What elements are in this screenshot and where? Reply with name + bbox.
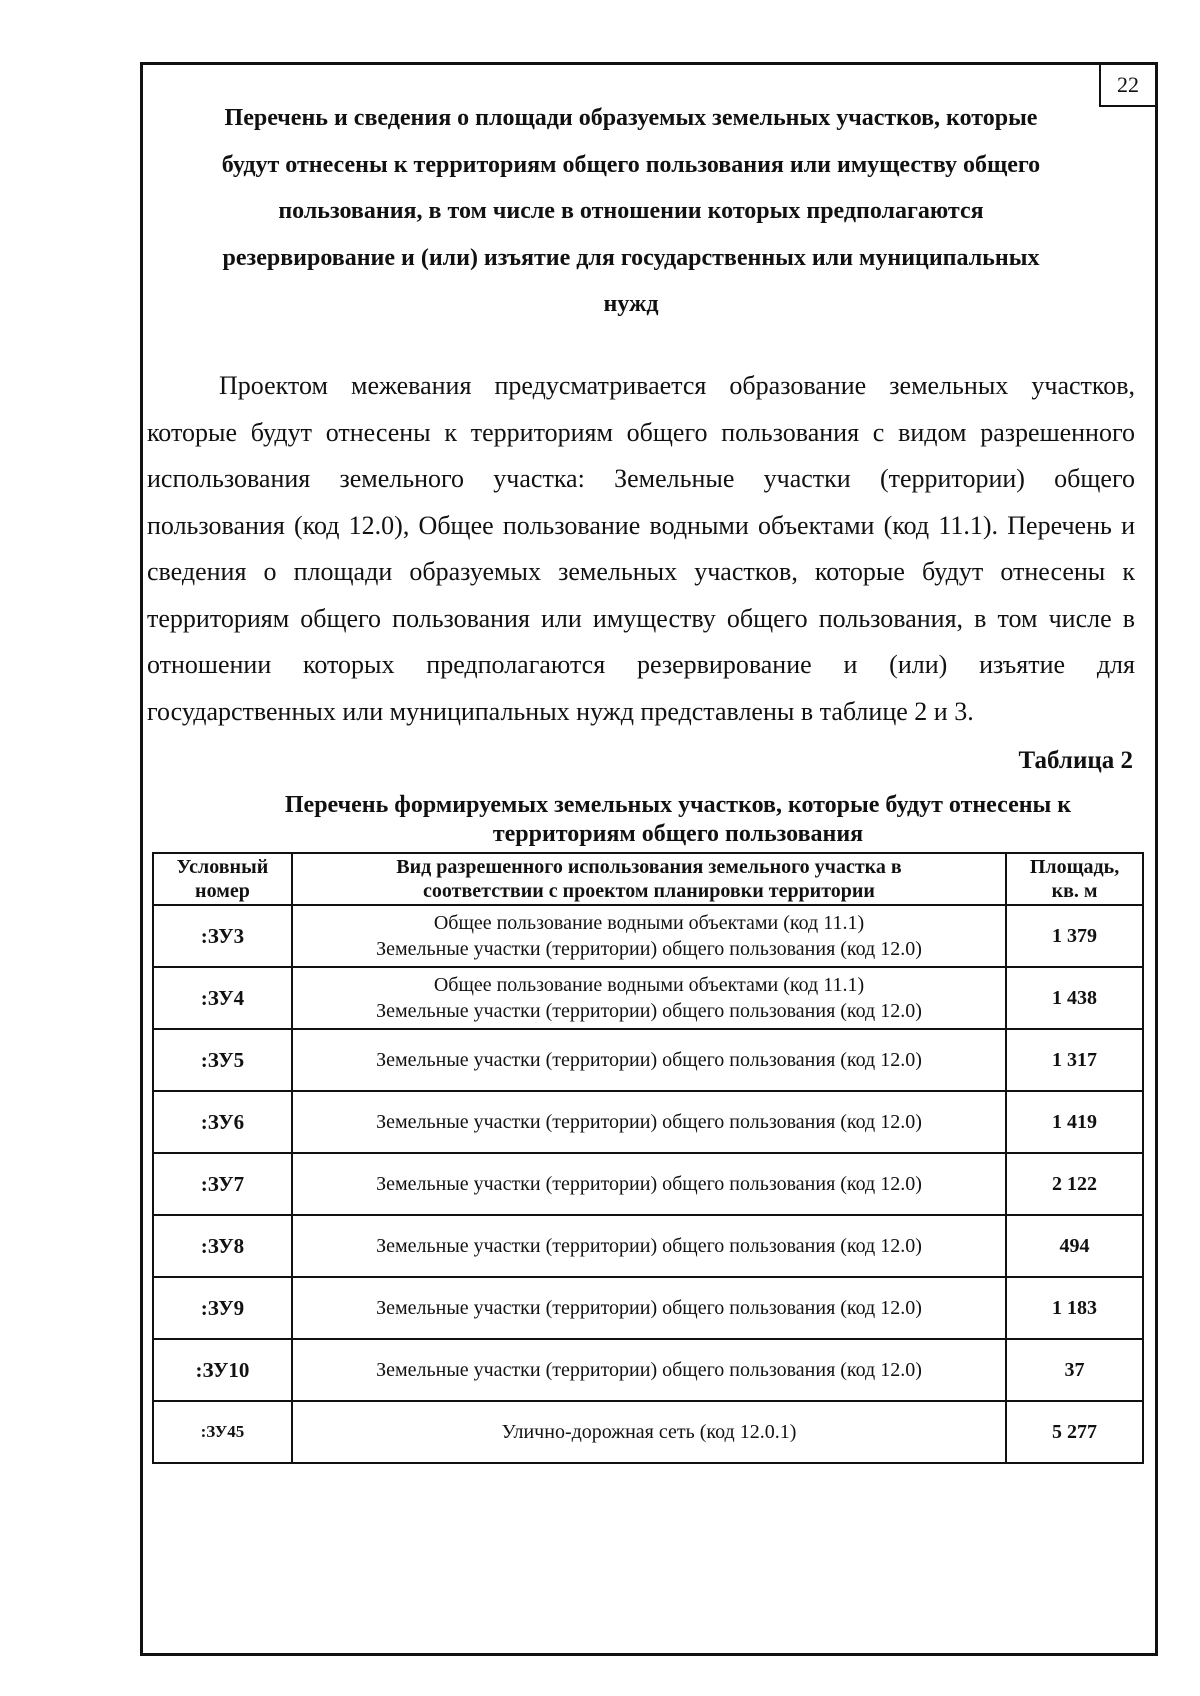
header-area: Площадь, кв. м <box>1006 853 1143 905</box>
plot-usage: Земельные участки (территории) общего пользования (код 12.0) <box>292 1215 1006 1277</box>
plot-area: 2 122 <box>1006 1153 1143 1215</box>
plot-usage: Общее пользование водными объектами (код 11.1) Земельные участки (территории) общего пользования (код 12.0) <box>292 967 1006 1029</box>
plot-code: :ЗУ9 <box>153 1277 292 1339</box>
plot-area: 37 <box>1006 1339 1143 1401</box>
plot-area: 1 379 <box>1006 905 1143 967</box>
plot-usage: Земельные участки (территории) общего пользования (код 12.0) <box>292 1029 1006 1091</box>
plot-code: :ЗУ5 <box>153 1029 292 1091</box>
plot-usage: Улично-дорожная сеть (код 12.0.1) <box>292 1401 1006 1463</box>
table-row <box>153 1153 1143 1215</box>
land-plots-table-wrapper <box>152 852 1144 1464</box>
table-row <box>153 905 1143 967</box>
table-row <box>153 1215 1143 1277</box>
table-row <box>153 1091 1143 1153</box>
plot-usage: Земельные участки (территории) общего пользования (код 12.0) <box>292 1091 1006 1153</box>
heading-line: Перечень и сведения о площади образуемых земельных участков, которые <box>224 105 1038 131</box>
section-heading <box>161 95 1101 328</box>
page-frame <box>140 62 1158 1656</box>
plot-area: 1 317 <box>1006 1029 1143 1091</box>
plot-area: 5 277 <box>1006 1401 1143 1463</box>
body-paragraph: Проектом межевания предусматривается образование земельных участков, которые будут отнесены к территориям общего пользования с видом разрешенного использования земельного участка: Земельные участки (территории) общего пользования (код 12.0), Общее пользование водными объектами (код 11.1). Перечень и сведения о площади образуемых земельных участков, которые будут отнесены к территориям общего пользования или имуществу общего пользования, в том числе в отношении которых предполагаются резервирование и (или) изъятие для государственных или муниципальных нужд представлены в таблице 2 и 3. <box>147 371 1135 726</box>
plot-code: :ЗУ4 <box>153 967 292 1029</box>
plot-code: :ЗУ6 <box>153 1091 292 1153</box>
plot-code: :ЗУ7 <box>153 1153 292 1215</box>
plot-area: 1 438 <box>1006 967 1143 1029</box>
plot-usage: Земельные участки (территории) общего пользования (код 12.0) <box>292 1153 1006 1215</box>
plot-area: 1 183 <box>1006 1277 1143 1339</box>
table-row <box>153 967 1143 1029</box>
plot-usage: Земельные участки (территории) общего пользования (код 12.0) <box>292 1277 1006 1339</box>
table-row <box>153 1339 1143 1401</box>
table-label: Таблица 2 <box>1018 747 1133 774</box>
header-usage: Вид разрешенного использования земельного участка в соответствии с проектом планировки территории <box>292 853 1006 905</box>
plot-code: :ЗУ3 <box>153 905 292 967</box>
table-title-line: территориям общего пользования <box>492 821 864 847</box>
heading-line: нужд <box>603 291 659 317</box>
plot-usage: Общее пользование водными объектами (код 11.1) Земельные участки (территории) общего пользования (код 12.0) <box>292 905 1006 967</box>
table-title <box>213 791 1143 849</box>
plot-code: :ЗУ45 <box>153 1401 292 1463</box>
table-row <box>153 1277 1143 1339</box>
header-code: Условный номер <box>153 853 292 905</box>
plot-area: 494 <box>1006 1215 1143 1277</box>
heading-line: пользования, в том числе в отношении которых предполагаются <box>278 198 984 224</box>
plot-area: 1 419 <box>1006 1091 1143 1153</box>
plot-usage: Земельные участки (территории) общего пользования (код 12.0) <box>292 1339 1006 1401</box>
table-row <box>153 1029 1143 1091</box>
table-title-line: Перечень формируемых земельных участков, которые будут отнесены к <box>284 792 1072 818</box>
table-header-row <box>153 853 1143 905</box>
plot-code: :ЗУ10 <box>153 1339 292 1401</box>
heading-line: резервирование и (или) изъятие для государственных или муниципальных <box>222 244 1040 271</box>
plot-code: :ЗУ8 <box>153 1215 292 1277</box>
heading-line: будут отнесены к территориям общего пользования или имуществу общего <box>221 151 1041 178</box>
land-plots-table <box>152 852 1144 1464</box>
table-row <box>153 1401 1143 1463</box>
page-number: 22 <box>1099 65 1155 107</box>
